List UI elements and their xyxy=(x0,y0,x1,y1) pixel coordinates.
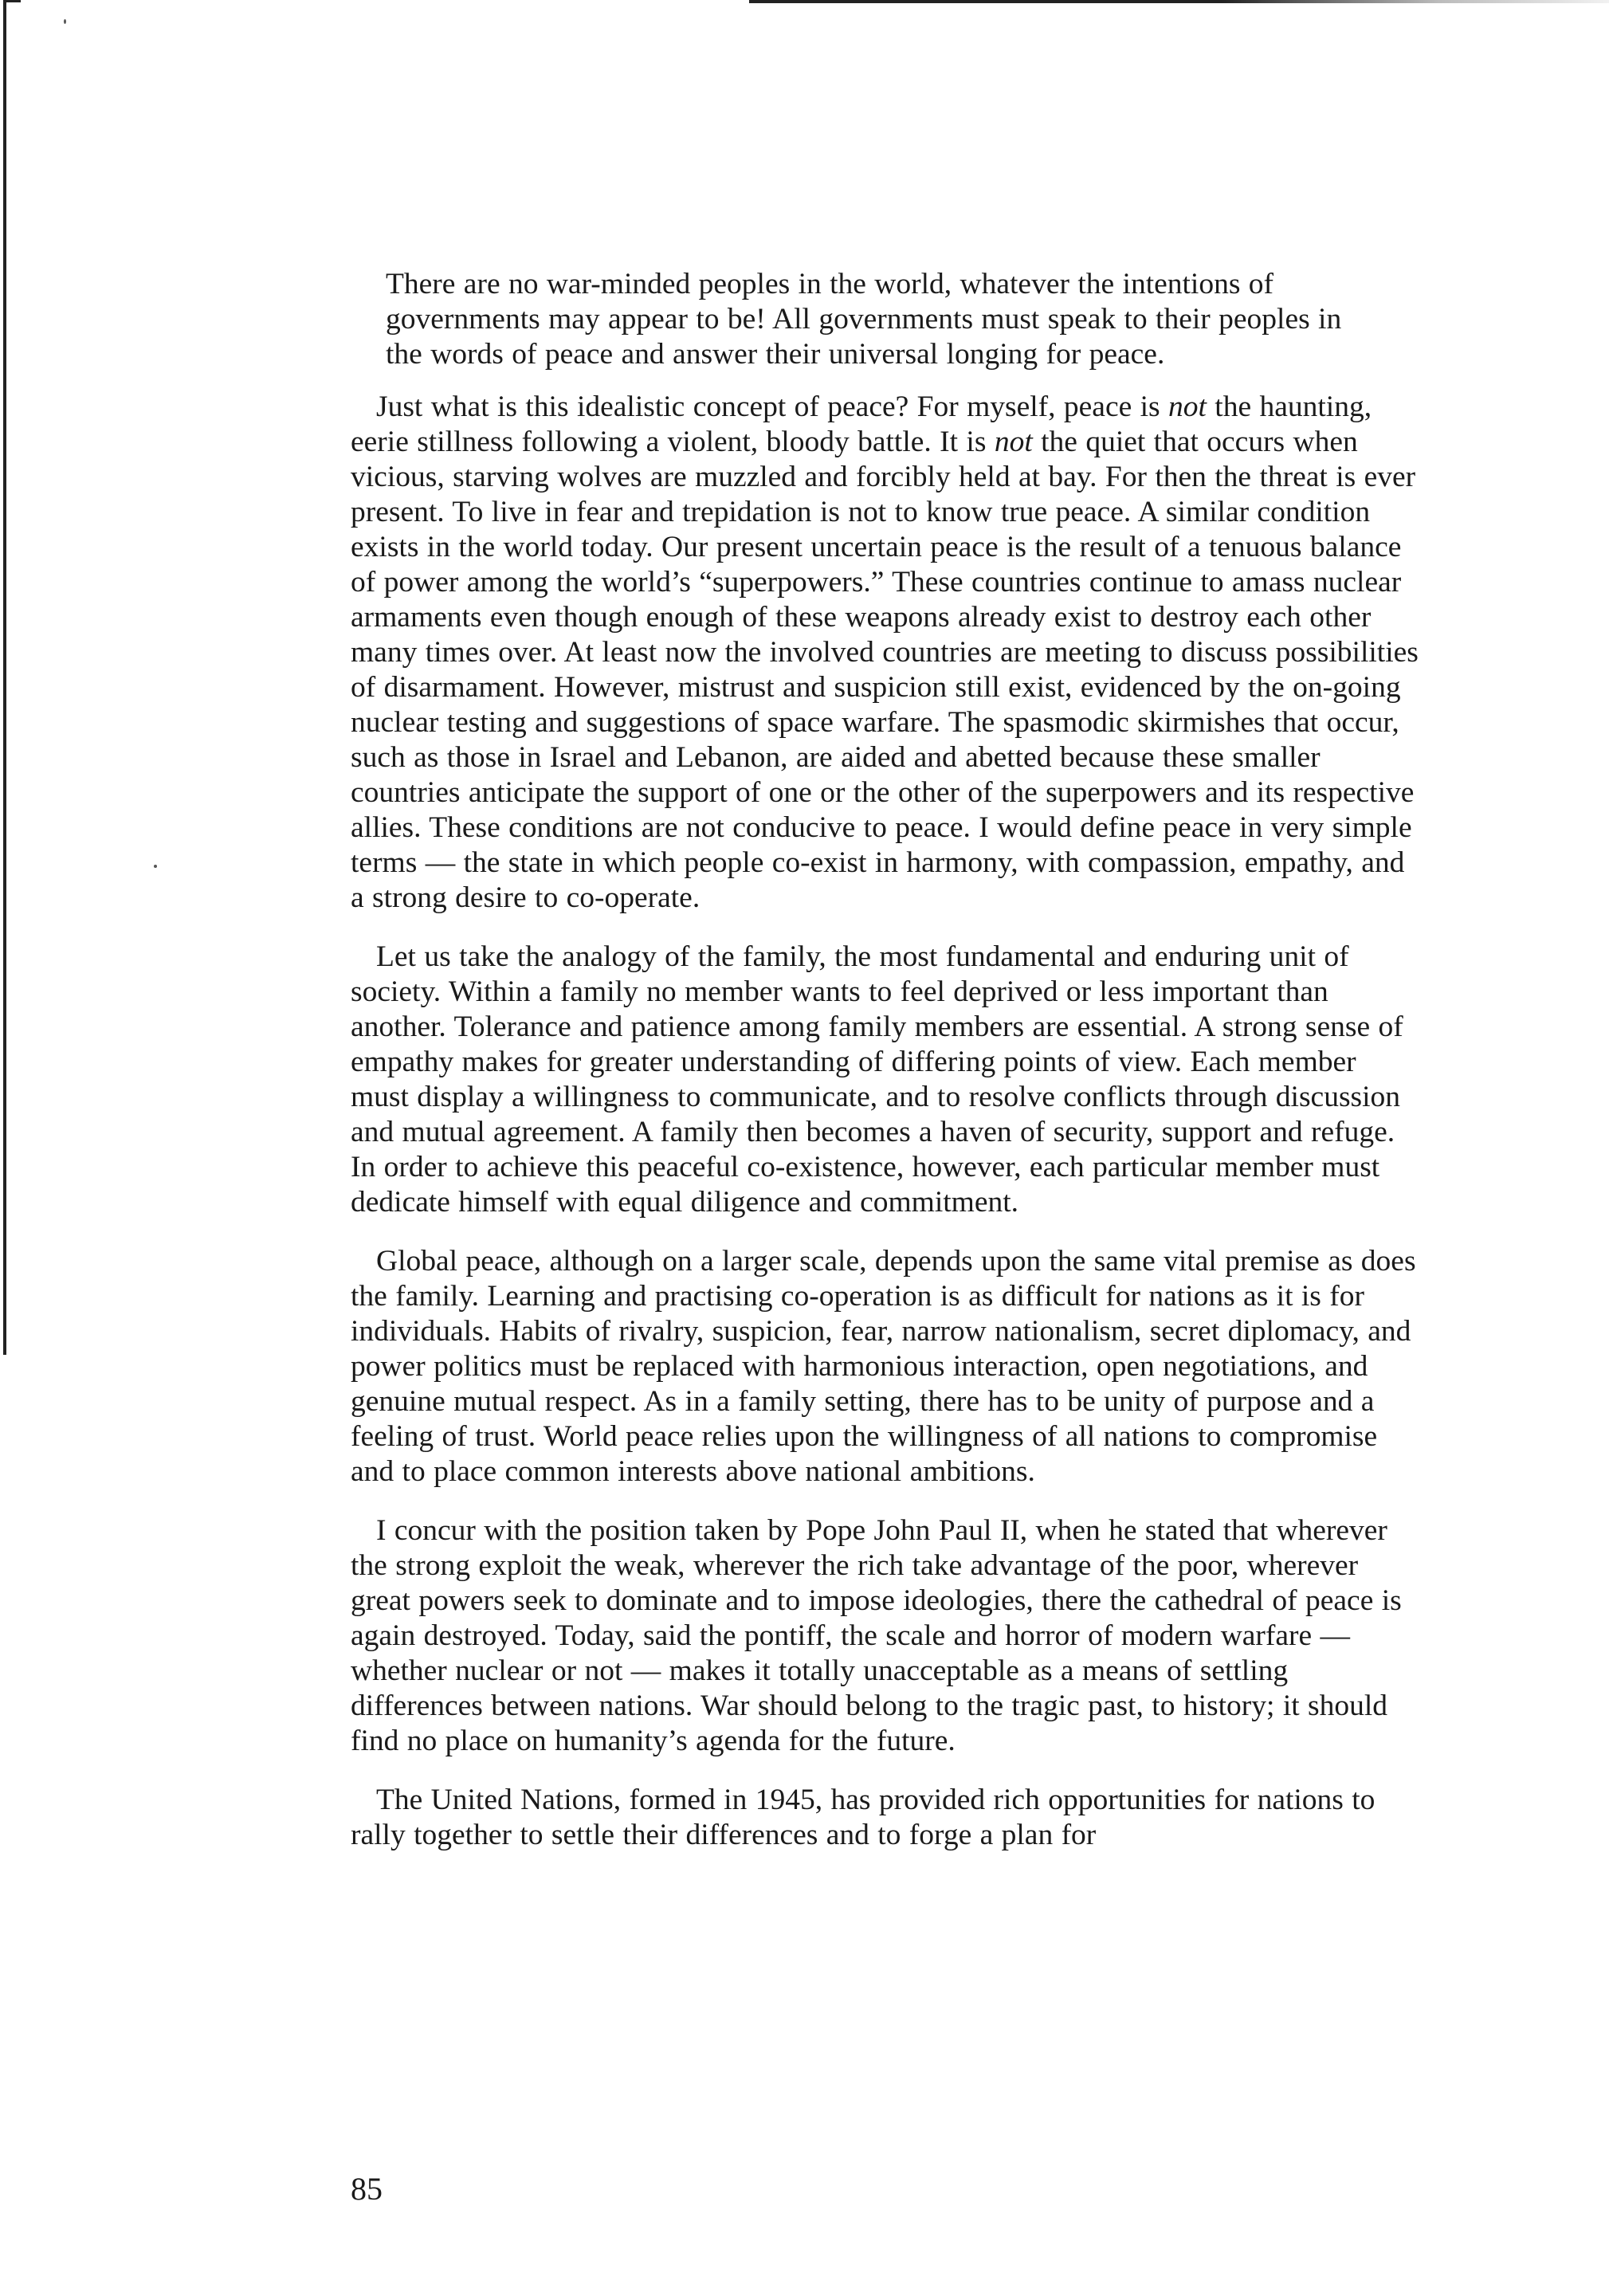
scan-edge-top xyxy=(749,0,1609,3)
emphasis-not: not xyxy=(1168,391,1207,423)
scan-speck xyxy=(154,865,157,868)
paragraph-global-peace: Global peace, although on a larger scale, depends upon the same vital premise as does the family. Learning and practising co-operation is as difficult for nations as it is for individuals. Habits of rivalry, suspicion, fear, narrow nationalism, secret diplomacy, and power politics must be replaced with harmonious interaction, open negotiations, and genuine mutual respect. As in a family setting, there has to be unity of purpose and a feeling of trust. World peace relies upon the willingness of all nations to compromise and to place common interests above national ambitions. xyxy=(351,1245,1416,1488)
page-body xyxy=(351,267,1419,1877)
scan-speck xyxy=(64,19,66,24)
block-quote: There are no war-minded peoples in the world, whatever the intentions of governments may appear to be! All governments must speak to their peoples in the words of peace and answer their universal longing for peace. xyxy=(386,268,1342,371)
scan-edge-left xyxy=(3,0,6,1355)
paragraph-pope-john-paul: I concur with the position taken by Pope John Paul II, when he stated that wherever the strong exploit the weak, wherever the rich take advantage of the poor, wherever great powers seek to dominate and to impose ideologies, there the cathedral of peace is again destroyed. Today, said the pontiff, the scale and horror of modern warfare — whether nuclear or not — makes it totally unacceptable as a means of settling differences between nations. War should belong to the tragic past, to history; it should find no place on humanity’s agenda for the future. xyxy=(351,1514,1402,1757)
paragraph-text: Just what is this idealistic concept of peace? For myself, peace is xyxy=(376,391,1168,423)
paragraph-peace-definition xyxy=(351,390,1419,916)
paragraph-text: the haunting, eerie stillness following a violent, bloody battle. It is xyxy=(351,391,1372,458)
page-number: 85 xyxy=(351,2171,383,2207)
paragraph-family-analogy: Let us take the analogy of the family, the most fundamental and enduring unit of society. Within a family no member wants to feel deprived or less important than another. Tolerance and patience among family members are essential. A strong sense of empathy makes for greater understanding of differing points of view. Each member must display a willingness to communicate, and to resolve conflicts through discussion and mutual agreement. A family then becomes a haven of security, support and refuge. In order to achieve this peaceful co-existence, however, each particular member must dedicate himself with equal diligence and commitment. xyxy=(351,940,1403,1219)
paragraph-united-nations: The United Nations, formed in 1945, has provided rich opportunities for nations to rally together to settle their differences and to forge a plan for xyxy=(351,1784,1375,1851)
paragraph-text: the quiet that occurs when vicious, starving wolves are muzzled and forcibly held at bay. For then the threat is ever present. To live in fear and trepidation is not to know true peace. A similar condition exists in the world today. Our present uncertain peace is the result of a tenuous balance of power among the world’s “superpowers.” These countries continue to amass nuclear armaments even though enough of these weapons already exist to destroy each other many times over. At least now the involved countries are meeting to discuss possibilities of disarmament. However, mistrust and suspicion still exist, evidenced by the on-going nuclear testing and suggestions of space warfare. The spasmodic skirmishes that occur, such as those in Israel and Lebanon, are aided and abetted because these smaller countries anticipate the support of one or the other of the superpowers and its respective allies. These conditions are not conducive to peace. I would define peace in very simple terms — the state in which people co-exist in harmony, with compassion, empathy, and a strong desire to co-operate. xyxy=(351,426,1419,914)
emphasis-not: not xyxy=(994,426,1033,458)
scan-edge-left-tick xyxy=(3,0,21,2)
